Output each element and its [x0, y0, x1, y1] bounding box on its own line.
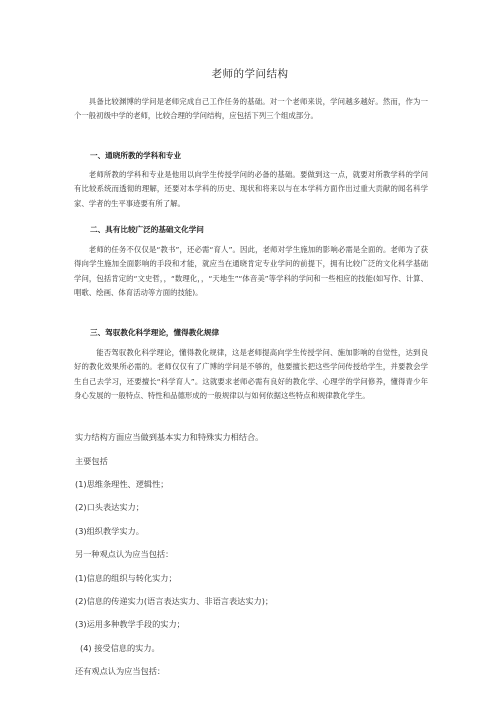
list-2-item: (3)运用多种教学手段的实力； [75, 619, 185, 629]
section-1-heading: 一、通晓所教的学科和专业 [90, 151, 182, 160]
list-1-item: (3)组织教学实力。 [75, 526, 144, 536]
list-3-label: 还有观点认为应当包括： [75, 666, 166, 676]
section-1-body: 老师所教的学科和专业是他用以向学生传授学问的必备的基础。要做到这一点，就要对所教学科的学问有比较系统而透彻的理解，还要对本学科的历史、现状和将来以与在本学科方面作出过重大贡献的闻名科学家、学者的生平事迹要有所了解。 [74, 170, 428, 208]
section-2-body: 老师的任务不仅仅是“教书”，还必需“育人”。因此，老师对学生施加的影响必需是全面的。老师为了获得向学生施加全面影响的手段和才能，就应当在通晓肯定专业学问的前提下，拥有比较广泛的文化科学基础学问，包括肯定的“文史哲，，“数理化，，“天地生”“体音美”等学科的学问和一些相应的技能(如写作、计算、唱歌、绘画、体育活动等方面的技能)。 [74, 245, 428, 297]
summary-line: 实力结构方面应当做到基本实力和特殊实力相结合。 [75, 432, 264, 442]
list-2-item: (1)信息的组织与转化实力； [75, 573, 177, 583]
list-2-label: 另一种观点认为应当包括： [75, 549, 174, 559]
section-2-heading: 二、具有比较广泛的基础文化学问 [90, 225, 204, 234]
document-title: 老师的学问结构 [211, 68, 289, 80]
list-1-label: 主要包括 [75, 456, 108, 466]
list-2-item: (2)信息的传递实力(语言表达实力、非语言表达实力)； [75, 596, 274, 606]
list-1-item: (1)思维条理性、逻辑性； [75, 479, 169, 489]
section-3-body: 能否驾驭教化科学理论，懂得教化规律，这是老师提高向学生传授学问、施加影响的自觉性，达到良好的教化效果所必需的。老师仅仅有了广博的学问是不够的，他要擅长把这些学问传授给学生，并要教会学生自己去学习，还要擅长“科学育人”。这就要求老师必需有良好的教化学、心理学的学问修养，懂得青少年身心发展的一般特点、特性和品德形成的一般规律以与如何依据这些特点和规律教化学生。 [74, 348, 428, 400]
list-1-item: (2)口头表达实力； [75, 502, 144, 512]
section-3-heading: 三、驾驭教化科学理论，懂得教化规律 [90, 328, 220, 337]
intro-paragraph: 具备比较渊博的学问是老师完成自己工作任务的基础。对一个老师来说，学问越多越好。然而，作为一个一般初级中学的老师，比较合理的学问结构，应包括下列三个组成部分。 [74, 97, 428, 121]
list-2-item: (4) 接受信息的实力。 [80, 643, 160, 653]
